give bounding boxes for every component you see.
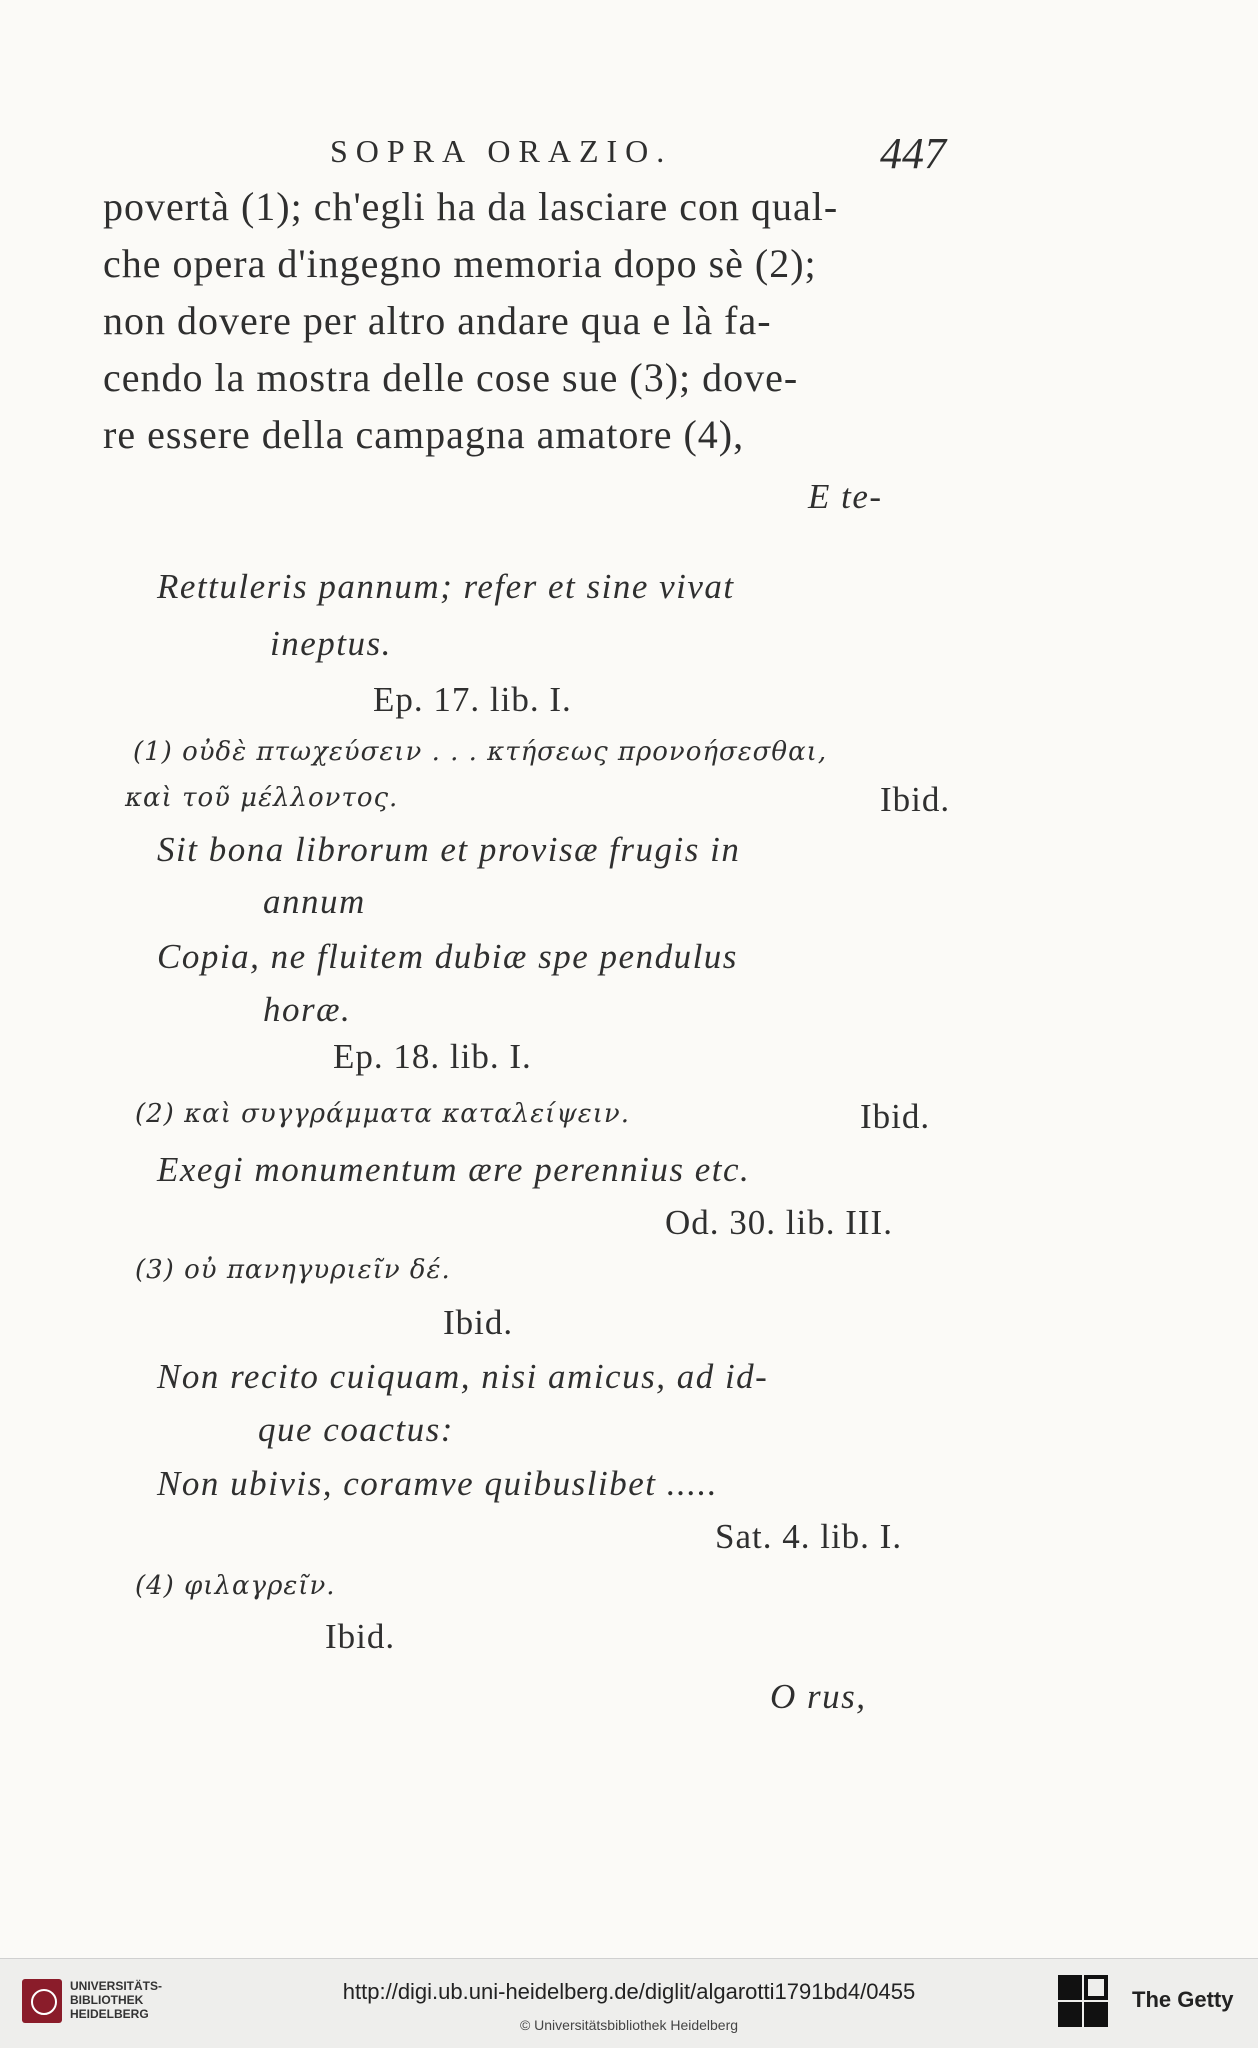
text-line: horæ. [263,990,352,1029]
text-line: povertà (1); ch'egli ha da lasciare con qual- [103,184,839,229]
greek-footnote: (2) καὶ συγγράμματα καταλείψειν. [135,1099,630,1129]
citation: Ibid. [880,780,951,819]
library-name-line: UNIVERSITÄTS- [70,1979,163,1993]
citation: Ibid. [325,1617,396,1656]
text-line: ineptus. [270,624,392,663]
text-line: que coactus: [258,1410,454,1449]
getty-logo-icon [1058,1975,1108,2027]
library-name-line: HEIDELBERG [70,2007,149,2021]
text-line: annum [263,882,366,921]
text-line: non dovere per altro andare qua e là fa- [103,298,772,343]
catchword: O rus, [770,1677,867,1716]
permalink[interactable]: http://digi.ub.uni-heidelberg.de/diglit/algarotti1791bd4/0455 [342,1979,916,2004]
library-name-line: BIBLIOTHEK [70,1993,144,2007]
text-line: Rettuleris pannum; refer et sine vivat [157,567,735,606]
text-line: Non ubivis, coramve quibuslibet ..... [157,1464,719,1503]
citation: Ibid. [860,1097,931,1136]
text-line: Non recito cuiquam, nisi amicus, ad id- [157,1357,769,1396]
text-line: cendo la mostra delle cose sue (3); dove- [103,355,799,400]
greek-footnote: (1) οὐδὲ πτωχεύσειν . . . κτήσεως προνοήσεσθαι, [133,737,828,767]
page-number: 447 [880,129,946,178]
citation: Ep. 18. lib. I. [333,1037,532,1076]
greek-footnote: (3) οὐ πανηγυριεῖν δέ. [135,1255,451,1285]
text-line: Copia, ne fluitem dubiæ spe pendulus [157,937,738,976]
viewer-footer [0,1958,1258,2048]
citation: Od. 30. lib. III. [665,1203,893,1242]
greek-footnote: καὶ τοῦ μέλλοντος. [125,783,399,813]
citation: Ibid. [443,1303,514,1342]
citation: Ep. 17. lib. I. [373,680,572,719]
running-header: SOPRA ORAZIO. [330,133,673,169]
text-line: E te- [808,477,883,516]
text-line: Exegi monumentum ære perennius etc. [157,1150,751,1189]
text-line: re essere della campagna amatore (4), [103,412,745,457]
copyright-notice: © Universitätsbibliothek Heidelberg [519,2017,739,2033]
text-line: Sit bona librorum et provisæ frugis in [157,830,741,869]
greek-footnote: (4) φιλαγρεῖν. [135,1571,336,1601]
partner-name: The Getty [1132,1987,1234,2012]
text-line: che opera d'ingegno memoria dopo sè (2); [103,241,817,286]
citation: Sat. 4. lib. I. [715,1517,903,1556]
